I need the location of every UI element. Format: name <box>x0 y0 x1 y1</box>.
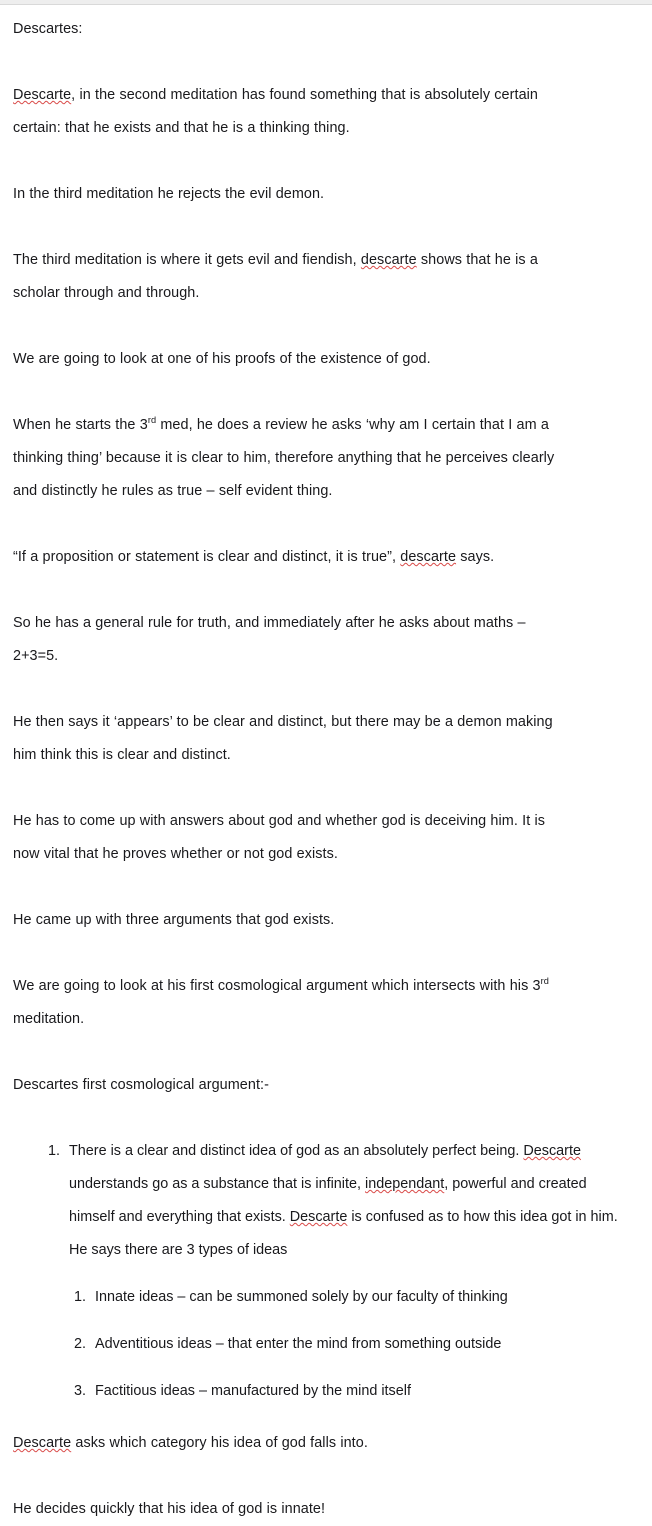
paragraph-proofs-existence <box>13 343 575 376</box>
paragraph-spacer <box>13 310 638 343</box>
spellcheck-word-descarte[interactable]: Descarte <box>13 1435 72 1451</box>
paragraph-spacer <box>13 1460 638 1493</box>
paragraph-third-fiendish <box>13 244 575 310</box>
spellcheck-word-descarte[interactable]: descarte <box>400 549 457 565</box>
list-item-text: is confused as to how this idea got in him. He says there are 3 types of ideas <box>69 1209 618 1258</box>
paragraph-first-cosmological <box>13 970 575 1036</box>
paragraph-text: meditation. <box>13 1011 85 1027</box>
paragraph-text: So he has a general rule for truth, and immediately after he asks about maths – 2+3=5. <box>13 615 526 664</box>
numbered-list-level-1 <box>13 1135 638 1267</box>
list-marker: 3. <box>74 1383 87 1399</box>
paragraph-appears-demon <box>13 706 575 772</box>
page-title-text: Descartes: <box>13 21 83 37</box>
list-item <box>13 1281 638 1314</box>
paragraph-text: shows that he is a scholar through and through. <box>13 252 538 301</box>
list-spacer <box>13 1267 638 1281</box>
paragraph-text: med, he does a review he asks ‘why am I certain that I am a thinking thing’ because it is clear to him, therefore anything that he perceives clearly and distinctly he rules as true – self evident thing. <box>13 417 555 499</box>
paragraph-text: He has to come up with answers about god and whether god is deceiving him. It is now vital that he proves whether or not god exists. <box>13 813 546 862</box>
paragraph-spacer <box>13 772 638 805</box>
paragraph-spacer <box>13 1036 638 1069</box>
paragraph-text: We are going to look at one of his proofs of the existence of god. <box>13 351 431 367</box>
paragraph-text: Descartes first cosmological argument:- <box>13 1077 269 1093</box>
spellcheck-word-independant[interactable]: independant <box>365 1176 445 1192</box>
paragraph-spacer <box>13 376 638 409</box>
list-item-text: Factitious ideas – manufactured by the mind itself <box>95 1383 411 1399</box>
paragraph-text: , in the second meditation has found something that is absolutely certain certain: that he exists and that he is a thinking thing. <box>13 87 538 136</box>
paragraph-spacer <box>13 145 638 178</box>
list-marker: 1. <box>74 1289 87 1305</box>
paragraph-starts-third-med <box>13 409 575 508</box>
list-item <box>13 1328 638 1361</box>
spellcheck-word-descarte[interactable]: Descarte <box>523 1143 581 1159</box>
paragraph-text: He decides quickly that his idea of god is innate! <box>13 1501 326 1517</box>
list-item-text: There is a clear and distinct idea of god as an absolutely perfect being. <box>69 1143 524 1159</box>
paragraph-rejects-demon <box>13 178 575 211</box>
paragraph-which-category <box>13 1427 575 1460</box>
paragraph-spacer <box>13 211 638 244</box>
ordinal-suffix: rd <box>540 976 549 987</box>
list-item <box>13 1135 631 1267</box>
paragraph-text: asks which category his idea of god falls into. <box>71 1435 368 1451</box>
ordinal-suffix: rd <box>147 415 157 426</box>
paragraph-second-meditation <box>13 79 575 145</box>
list-marker: 2. <box>74 1336 87 1352</box>
paragraph-innate <box>13 1493 575 1526</box>
paragraph-text: The third meditation is where it gets evil and fiendish, <box>13 252 361 268</box>
spellcheck-word-descarte[interactable]: descarte <box>360 252 417 268</box>
paragraph-spacer <box>13 46 638 79</box>
list-item <box>13 1375 638 1408</box>
paragraph-clear-distinct-true <box>13 541 575 574</box>
paragraph-general-rule-maths <box>13 607 575 673</box>
spellcheck-word-descarte[interactable]: Descarte <box>289 1209 348 1225</box>
paragraph-argument-label <box>13 1069 575 1102</box>
paragraph-spacer <box>13 1102 638 1135</box>
paragraph-text: He then says it ‘appears’ to be clear and distinct, but there may be a demon making him think this is clear and distinct. <box>13 714 553 763</box>
paragraph-text: In the third meditation he rejects the evil demon. <box>13 186 325 202</box>
list-item-text: Innate ideas – can be summoned solely by our faculty of thinking <box>95 1289 508 1305</box>
list-item-text: Adventitious ideas – that enter the mind from something outside <box>95 1336 502 1352</box>
list-item-text: understands go as a substance that is infinite, <box>69 1176 365 1192</box>
list-item-body <box>69 1135 631 1267</box>
paragraph-spacer <box>13 1408 638 1427</box>
paragraph-three-arguments <box>13 904 575 937</box>
numbered-list-level-2 <box>13 1281 638 1408</box>
paragraph-text: We are going to look at his first cosmological argument which intersects with his 3 <box>13 978 541 994</box>
paragraph-answers-about-god <box>13 805 575 871</box>
paragraph-spacer <box>13 508 638 541</box>
paragraph-spacer <box>13 937 638 970</box>
paragraph-text: says. <box>456 549 495 565</box>
paragraph-spacer <box>13 871 638 904</box>
paragraph-text: “If a proposition or statement is clear and distinct, it is true”, <box>13 549 401 565</box>
paragraph-text: He came up with three arguments that god exists. <box>13 912 335 928</box>
spellcheck-word-descarte[interactable]: Descarte <box>13 87 72 103</box>
page-title <box>13 13 575 46</box>
paragraph-text: When he starts the 3 <box>13 417 148 433</box>
document-body <box>0 5 652 1526</box>
paragraph-spacer <box>13 574 638 607</box>
list-marker: 1. <box>48 1143 61 1159</box>
paragraph-spacer <box>13 673 638 706</box>
list-item-text: , powerful and created himself and everything that exists. <box>69 1176 587 1225</box>
